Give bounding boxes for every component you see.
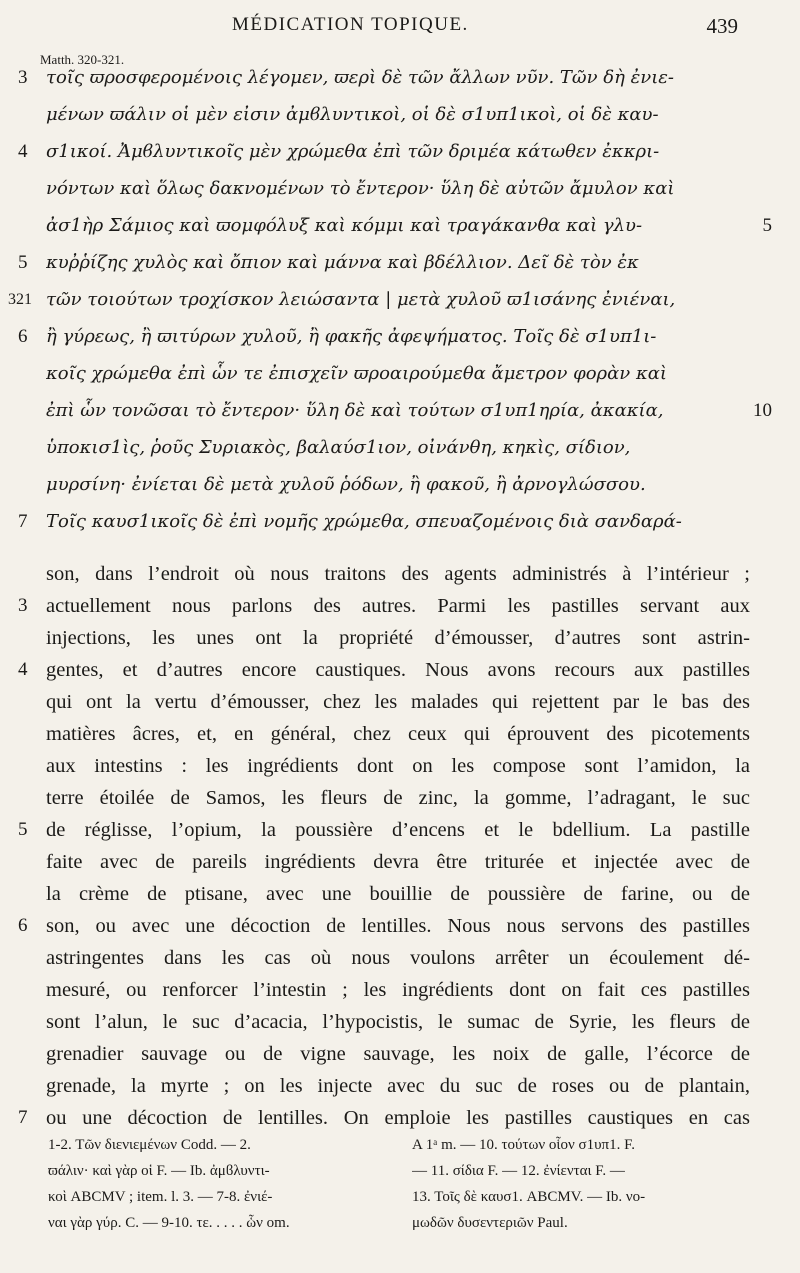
french-line-text: son, dans l’endroit où nous traitons des agents administrés à l’intérieur ; [46, 563, 750, 585]
french-line [0, 556, 800, 592]
greek-line-text: Τοῖς καυσ1ικοῖς δὲ ἐπὶ νομῆς χρώμεθα, σπευαζομένοις διὰ σανδαρά- [46, 511, 682, 532]
french-line-text: qui ont la vertu d’émousser, chez les malades qui rejettent par le bas des [46, 691, 750, 713]
greek-line-text: τοῖς ϖροσφερομένοις λέγομεν, ϖερὶ δὲ τῶν ἄλλων νῦν. Τῶν δὴ ἐνιε- [46, 67, 675, 88]
greek-line [0, 208, 800, 245]
apparatus-line: A 1ᵃ m. — 10. τούτων οἷον σ1υπ1. F. [412, 1137, 635, 1153]
running-head [0, 14, 800, 44]
greek-line [0, 245, 800, 282]
french-line [0, 684, 800, 720]
french-line [0, 940, 800, 976]
french-line [0, 588, 800, 624]
french-line-text: astringentes dans les cas où nous voulons arrêter un écoulement dé- [46, 947, 750, 969]
margin-number: 5 [18, 819, 28, 840]
critical-apparatus [0, 1132, 800, 1252]
apparatus-line: ϖάλιν· καὶ γὰρ οἱ F. — Ib. ἀμϐλυντι- [48, 1163, 270, 1179]
french-line-text: actuellement nous parlons des autres. Parmi les pastilles servant aux [46, 595, 750, 617]
french-line-text: de réglisse, l’opium, la poussière d’encens et le bdellium. La pastille [46, 819, 750, 841]
french-line-text: matières âcres, et, en général, chez ceux qui éprouvent des picotements [46, 723, 750, 745]
greek-line-text: σ1ικοί. Ἀμϐλυντικοῖς μὲν χρώμεθα ἐπὶ τῶν δριμέα κάτωθεν ἐκκρι- [46, 141, 660, 162]
greek-line-text: νόντων καὶ ὅλως δακνομένων τὸ ἔντερον· ὕλη δὲ αὐτῶν ἄμυλον καὶ [46, 178, 675, 199]
french-line [0, 620, 800, 656]
page-title: MÉDICATION TOPIQUE. [232, 14, 469, 35]
greek-line [0, 504, 800, 541]
french-line [0, 812, 800, 848]
margin-number: 6 [18, 326, 28, 347]
french-line-text: gentes, et d’autres encore caustiques. Nous avons recours aux pastilles [46, 659, 750, 681]
french-line [0, 748, 800, 784]
apparatus-column-left [48, 1132, 400, 1236]
greek-line [0, 171, 800, 208]
apparatus-line: 1-2. Τῶν διενιεμένων Codd. — 2. [48, 1137, 251, 1153]
french-line [0, 780, 800, 816]
french-line [0, 1100, 800, 1136]
apparatus-line: — 11. σίδια F. — 12. ἐνίενται F. — [412, 1163, 625, 1179]
line-count-number: 10 [753, 400, 772, 421]
margin-number: 321 [8, 291, 32, 308]
greek-line-text: τῶν τοιούτων τροχίσκον λειώσαντα | μετὰ χυλοῦ ϖ1ισάνης ἐνιέναι, [46, 289, 676, 310]
greek-line-text: ἢ γύρεως, ἢ ϖιτύρων χυλοῦ, ἢ φακῆς ἀφεψήματος. Τοῖς δὲ σ1υπ1ι- [46, 326, 657, 347]
margin-number: 3 [18, 595, 28, 616]
french-line-text: grenadier sauvage ou de vigne sauvage, les noix de galle, l’écorce de [46, 1043, 750, 1065]
french-line [0, 972, 800, 1008]
french-line-text: ou une décoction de lentilles. On emploie les pastilles caustiques en cas [46, 1107, 750, 1129]
greek-line-text: ἀσ1ὴρ Σάμιος καὶ ϖομφόλυξ καὶ κόμμι καὶ τραγάκανθα καὶ γλυ- [46, 215, 643, 236]
french-line-text: terre étoilée de Samos, les fleurs de zinc, la gomme, l’adragant, le suc [46, 787, 750, 809]
margin-number: 7 [18, 1107, 28, 1128]
apparatus-line: μωδῶν δυσεντεριῶν Paul. [412, 1215, 568, 1231]
greek-line-text: ὑποκισ1ὶς, ῥοῦς Συριακὸς, βαλαύσ1ιον, οἰνάνθη, κηκὶς, σίδιον, [46, 437, 631, 458]
french-line-text: mesuré, ou renforcer l’intestin ; les ingrédients dont on fait ces pastilles [46, 979, 750, 1001]
french-line [0, 716, 800, 752]
french-line [0, 652, 800, 688]
greek-line [0, 467, 800, 504]
line-count-number: 5 [762, 215, 772, 236]
apparatus-line: ναι γὰρ γύρ. C. — 9-10. τε. . . . . ὧν om. [48, 1215, 290, 1231]
french-line-text: sont l’alun, le suc d’acacia, l’hypocistis, le sumac de Syrie, les fleurs de [46, 1011, 750, 1033]
greek-line-text: κυῤῥίζης χυλὸς καὶ ὄπιον καὶ μάννα καὶ βδέλλιον. Δεῖ δὲ τὸν ἐκ [46, 252, 639, 273]
greek-line-text: ἐπὶ ὧν τονῶσαι τὸ ἔντερον· ὕλη δὲ καὶ τούτων σ1υπ1ηρία, ἀκακία, [46, 400, 664, 421]
french-line-text: aux intestins : les ingrédients dont on les compose sont l’amidon, la [46, 755, 750, 777]
greek-line [0, 319, 800, 356]
french-line [0, 1004, 800, 1040]
greek-line [0, 393, 800, 430]
greek-line [0, 134, 800, 171]
french-line-text: injections, les unes ont la propriété d’émousser, d’autres sont astrin- [46, 627, 750, 649]
french-line [0, 908, 800, 944]
french-line [0, 1068, 800, 1104]
greek-line [0, 60, 800, 97]
margin-number: 3 [18, 67, 28, 88]
french-line-text: la crème de ptisane, avec une bouillie de poussière de farine, ou de [46, 883, 750, 905]
page-number: 439 [706, 14, 738, 38]
french-line-text: grenade, la myrte ; on les injecte avec du suc de roses ou de plantain, [46, 1075, 750, 1097]
greek-line [0, 97, 800, 134]
margin-number: 6 [18, 915, 28, 936]
french-line [0, 1036, 800, 1072]
edition-reference: Matth. 320-321. [40, 52, 125, 67]
french-line-text: son, ou avec une décoction de lentilles. Nous nous servons des pastilles [46, 915, 750, 937]
french-line-text: faite avec de pareils ingrédients devra être triturée et injectée avec de [46, 851, 750, 873]
margin-number: 5 [18, 252, 28, 273]
apparatus-column-right [412, 1132, 762, 1236]
greek-line-text: κοῖς χρώμεθα ἐπὶ ὧν τε ἐπισχεῖν ϖροαιρούμεθα ἄμετρον φορὰν καὶ [46, 363, 667, 384]
greek-line-text: μένων ϖάλιν οἱ μὲν εἰσιν ἀμϐλυντικοὶ, οἱ δὲ σ1υπ1ικοὶ, οἱ δὲ καυ- [46, 104, 659, 125]
french-line [0, 844, 800, 880]
greek-line [0, 430, 800, 467]
margin-number: 7 [18, 511, 28, 532]
greek-line [0, 356, 800, 393]
margin-number: 4 [18, 141, 28, 162]
apparatus-line: κοὶ ABCMV ; item. l. 3. — 7-8. ἐνιέ- [48, 1189, 273, 1205]
greek-line [0, 282, 800, 319]
french-line [0, 876, 800, 912]
greek-line-text: μυρσίνη· ἐνίεται δὲ μετὰ χυλοῦ ῥόδων, ἢ φακοῦ, ἢ ἀρνογλώσσου. [46, 474, 646, 495]
apparatus-line: 13. Τοῖς δὲ καυσ1. ABCMV. — Ib. νο- [412, 1189, 646, 1205]
margin-number: 4 [18, 659, 28, 680]
